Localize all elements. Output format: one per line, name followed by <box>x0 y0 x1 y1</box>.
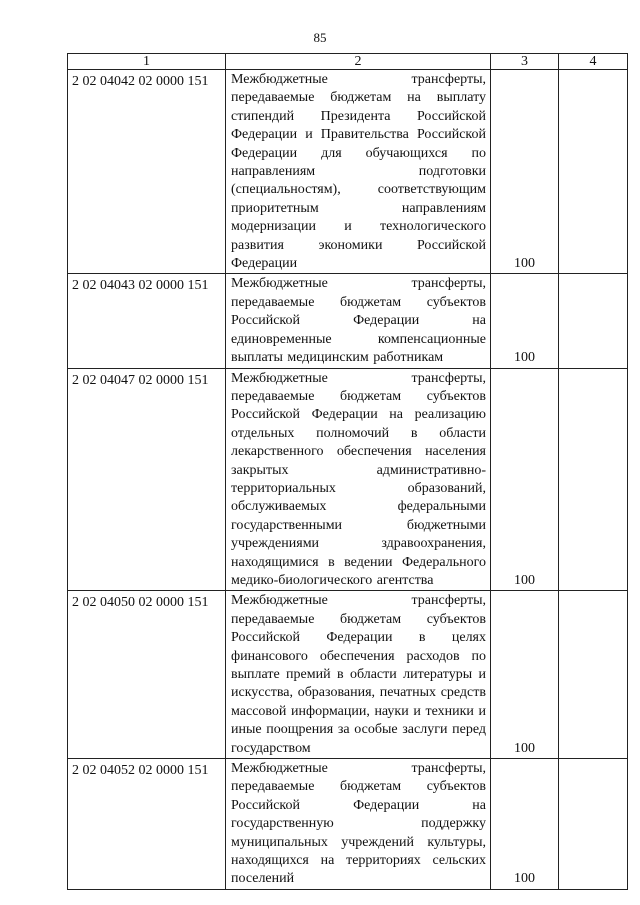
amount-cell: 100 <box>491 70 559 274</box>
table-header-row <box>68 54 628 70</box>
column-4-cell <box>559 368 628 591</box>
table-row <box>68 591 628 759</box>
table-row <box>68 759 628 890</box>
table-row <box>68 274 628 368</box>
description-cell: Межбюджетные трансферты, передаваемые бюджетам субъектов Российской Федерации на государственную поддержку муниципальных учреждений культуры, находящихся на территориях сельских поселений <box>226 759 491 890</box>
amount-cell: 100 <box>491 368 559 591</box>
column-header-4: 4 <box>559 54 628 70</box>
budget-code-cell: 2 02 04047 02 0000 151 <box>68 368 226 591</box>
budget-code-cell: 2 02 04043 02 0000 151 <box>68 274 226 368</box>
column-header-1: 1 <box>68 54 226 70</box>
table-row <box>68 368 628 591</box>
budget-code-cell: 2 02 04042 02 0000 151 <box>68 70 226 274</box>
column-header-3: 3 <box>491 54 559 70</box>
budget-code-cell: 2 02 04050 02 0000 151 <box>68 591 226 759</box>
page-number: 85 <box>313 30 327 45</box>
column-4-cell <box>559 591 628 759</box>
description-cell: Межбюджетные трансферты, передаваемые бюджетам субъектов Российской Федерации в целях финансового обеспечения расходов по выплате премий в области литературы и искусства, образования, печатных средств массовой информации, науки и техники и иные поощрения за особые заслуги перед государством <box>226 591 491 759</box>
column-4-cell <box>559 759 628 890</box>
description-cell: Межбюджетные трансферты, передаваемые бюджетам субъектов Российской Федерации на реализацию отдельных полномочий в области лекарственного обеспечения населения закрытых административно-территориальных образований, обслуживаемых федеральными государственными бюджетными учреждениями здравоохранения, находящимися в ведении Федерального медико-биологического агентства <box>226 368 491 591</box>
description-cell: Межбюджетные трансферты, передаваемые бюджетам субъектов Российской Федерации на единовременные компенсационные выплаты медицинским работникам <box>226 274 491 368</box>
amount-cell: 100 <box>491 591 559 759</box>
budget-code-cell: 2 02 04052 02 0000 151 <box>68 759 226 890</box>
column-4-cell <box>559 274 628 368</box>
amount-cell: 100 <box>491 274 559 368</box>
column-header-2: 2 <box>226 54 491 70</box>
column-4-cell <box>559 70 628 274</box>
table-row <box>68 70 628 274</box>
description-cell: Межбюджетные трансферты, передаваемые бюджетам на выплату стипендий Президента Российской Федерации и Правительства Российской Федерации для обучающихся по направлениям подготовки (специальностям), соответствующим приоритетным направлениям модернизации и технологического развития экономики Российской Федерации <box>226 70 491 274</box>
budget-table <box>67 53 628 890</box>
amount-cell: 100 <box>491 759 559 890</box>
